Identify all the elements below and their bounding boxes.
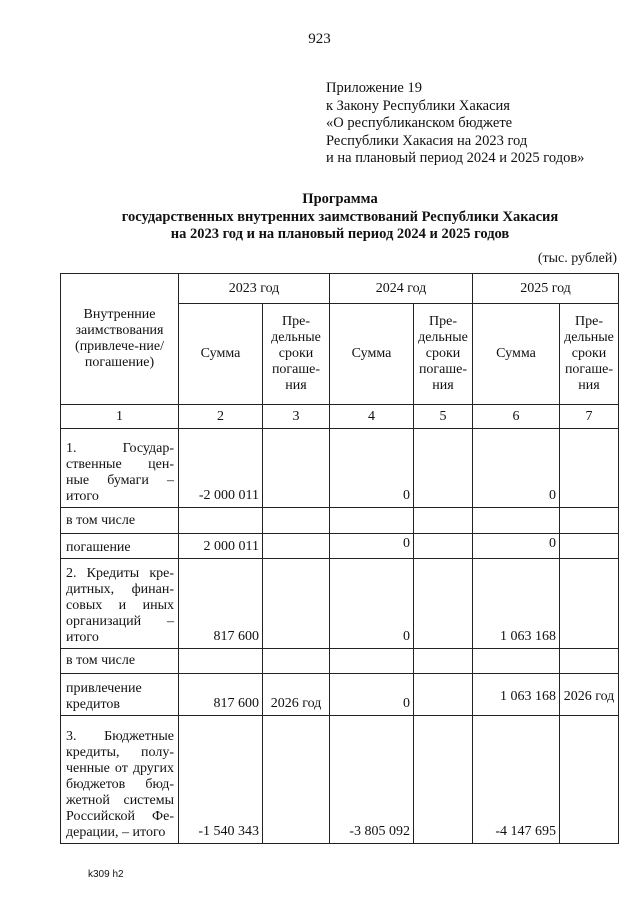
term-2025: 2026 год (560, 674, 619, 716)
amount-2025: -4 147 695 (473, 716, 560, 844)
header-sum: Сумма (179, 304, 263, 405)
term-2023 (263, 534, 330, 559)
units-note: (тыс. рублей) (537, 251, 617, 266)
header-borrowings: Внутренние заимствования (привлече-ние/погашение) (61, 274, 179, 405)
term-2024 (414, 674, 473, 716)
column-number: 1 (61, 405, 179, 429)
term-2025 (560, 716, 619, 844)
column-number: 5 (414, 405, 473, 429)
amount-2023: 817 600 (179, 559, 263, 649)
amount-2024 (330, 508, 414, 534)
header-year-2024: 2024 год (330, 274, 473, 304)
footer-code: k309 h2 (88, 869, 124, 880)
row-label: 1. Государ-ственные цен-ные бумаги – итого (61, 429, 179, 508)
term-2023 (263, 508, 330, 534)
column-number: 6 (473, 405, 560, 429)
term-2023 (263, 429, 330, 508)
amount-2023: 817 600 (179, 674, 263, 716)
term-2025 (560, 429, 619, 508)
column-number: 2 (179, 405, 263, 429)
title-line: на 2023 год и на плановый период 2024 и 2025 годов (170, 226, 510, 243)
term-2023 (263, 716, 330, 844)
borrowing-program-table (60, 273, 619, 844)
row-label: привлечение кредитов (61, 674, 179, 716)
amount-2023 (179, 508, 263, 534)
row-label: 3. Бюджетные кредиты, полу-ченные от других бюджетов бюд-жетной системы Российской Фе-дерации, – итого (61, 716, 179, 844)
appendix-line: и на плановый период 2024 и 2025 годов» (326, 150, 585, 167)
header-year-2025: 2025 год (473, 274, 619, 304)
header-term: Пре-дельные сроки погаше-ния (414, 304, 473, 405)
column-number: 7 (560, 405, 619, 429)
appendix-line: Приложение 19 (326, 80, 422, 96)
amount-2024: -3 805 092 (330, 716, 414, 844)
column-number: 4 (330, 405, 414, 429)
title-line: Программа (302, 191, 378, 207)
term-2024 (414, 534, 473, 559)
amount-2025 (473, 649, 560, 674)
amount-2024: 0 (330, 534, 414, 559)
amount-2025 (473, 508, 560, 534)
term-2024 (414, 716, 473, 844)
row-label: в том числе (61, 508, 179, 534)
column-number: 3 (263, 405, 330, 429)
amount-2024: 0 (330, 559, 414, 649)
term-2024 (414, 508, 473, 534)
appendix-note (326, 80, 584, 168)
table-row (61, 649, 619, 674)
page-number: 923 (308, 31, 331, 47)
row-label: 2. Кредиты кре-дитных, финан-совых и иных организаций – итого (61, 559, 179, 649)
table-row (61, 429, 619, 508)
header-year-2023: 2023 год (179, 274, 330, 304)
row-label: в том числе (61, 649, 179, 674)
table-row (61, 534, 619, 559)
term-2024 (414, 649, 473, 674)
term-2023 (263, 559, 330, 649)
term-2025 (560, 534, 619, 559)
title-line: государственных внутренних заимствований Республики Хакасия (121, 208, 559, 225)
amount-2024: 0 (330, 429, 414, 508)
term-2024 (414, 429, 473, 508)
document-title (60, 191, 620, 244)
amount-2024 (330, 649, 414, 674)
term-2023 (263, 649, 330, 674)
term-2025 (560, 559, 619, 649)
header-sum: Сумма (473, 304, 560, 405)
term-2025 (560, 508, 619, 534)
amount-2025: 1 063 168 (473, 559, 560, 649)
term-2025 (560, 649, 619, 674)
amount-2023: 2 000 011 (179, 534, 263, 559)
amount-2023: -2 000 011 (179, 429, 263, 508)
amount-2025: 0 (473, 429, 560, 508)
amount-2025: 1 063 168 (473, 674, 560, 716)
amount-2024: 0 (330, 674, 414, 716)
table-row (61, 674, 619, 716)
table-row (61, 559, 619, 649)
appendix-line: к Закону Республики Хакасия (326, 97, 510, 114)
amount-2023 (179, 649, 263, 674)
amount-2025: 0 (473, 534, 560, 559)
term-2023: 2026 год (263, 674, 330, 716)
header-term: Пре-дельные сроки погаше-ния (263, 304, 330, 405)
table-row (61, 716, 619, 844)
amount-2023: -1 540 343 (179, 716, 263, 844)
term-2024 (414, 559, 473, 649)
header-sum: Сумма (330, 304, 414, 405)
row-label: погашение (61, 534, 179, 559)
appendix-line: «О республиканском бюджете (326, 115, 513, 132)
header-term: Пре-дельные сроки погаше-ния (560, 304, 619, 405)
appendix-line: Республики Хакасия на 2023 год (326, 132, 528, 149)
table-row (61, 508, 619, 534)
